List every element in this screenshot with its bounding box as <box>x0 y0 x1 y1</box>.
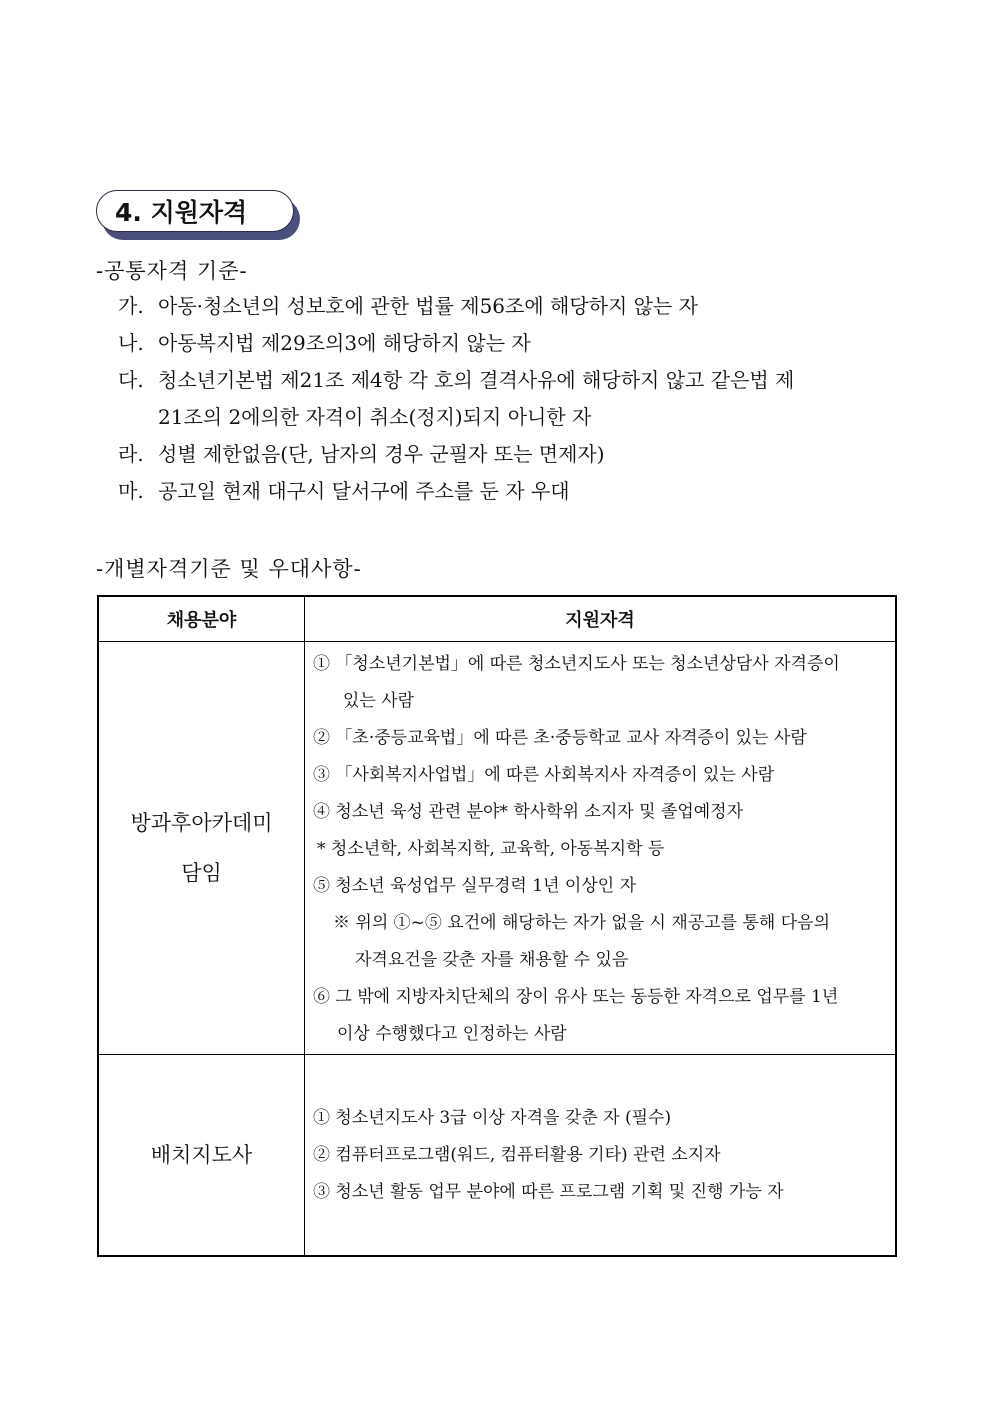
item-text: 아동·청소년의 성보호에 관한 법률 제56조에 해당하지 않는 자 <box>158 294 698 318</box>
qualification-line: ① 청소년지도사 3급 이상 자격을 갖춘 자 (필수) <box>313 1108 672 1128</box>
column-divider <box>304 597 305 1255</box>
list-item <box>118 325 908 362</box>
field-name-line: 담임 <box>181 861 222 885</box>
item-text: 청소년기본법 제21조 제4항 각 호의 결격사유에 해당하지 않고 같은법 제 <box>158 368 795 392</box>
qualification-line: 있는 사람 <box>343 691 415 711</box>
section-title-badge <box>96 190 301 242</box>
section-title: 4. 지원자격 <box>96 190 294 232</box>
qualification-line: ② 「초·중등교육법」에 따른 초·중등학교 교사 자격증이 있는 사람 <box>313 728 807 748</box>
qualification-line: ④ 청소년 육성 관련 분야* 학사학위 소지자 및 졸업예정자 <box>313 802 744 822</box>
item-mark: 마. <box>118 479 144 503</box>
qualification-line: ③ 청소년 활동 업무 분야에 따른 프로그램 기획 및 진행 가능 자 <box>313 1182 784 1202</box>
qualification-line: 자격요건을 갖춘 자를 채용할 수 있음 <box>355 950 629 970</box>
item-text: 공고일 현재 대구시 달서구에 주소를 둔 자 우대 <box>158 479 570 503</box>
qualification-line: ⑥ 그 밖에 지방자치단체의 장이 유사 또는 동등한 자격으로 업무를 1년 <box>313 987 839 1007</box>
qualification-line: ⑤ 청소년 육성업무 실무경력 1년 이상인 자 <box>313 876 636 896</box>
list-item <box>118 473 908 510</box>
item-mark: 가. <box>118 294 144 318</box>
common-qualification-list <box>118 288 908 510</box>
table-row-qualifications <box>313 646 893 1053</box>
list-item <box>118 288 908 325</box>
item-text: 아동복지법 제29조의3에 해당하지 않는 자 <box>158 331 531 355</box>
qualification-line: ① 「청소년기본법」에 따른 청소년지도사 또는 청소년상담사 자격증이 <box>313 654 840 674</box>
table-row-field <box>99 1055 304 1255</box>
qualification-line: ※ 위의 ①~⑤ 요건에 해당하는 자가 없을 시 재공고를 통해 다음의 <box>333 913 830 933</box>
field-name-line: 방과후아카데미 <box>130 811 273 835</box>
item-text-continuation: 21조의 2에의한 자격이 취소(정지)되지 아니한 자 <box>158 405 592 429</box>
qualification-line: 이상 수행했다고 인정하는 사람 <box>337 1024 567 1044</box>
qualification-table <box>97 595 897 1257</box>
qualification-line: ② 컴퓨터프로그램(워드, 컴퓨터활용 기타) 관련 소지자 <box>313 1145 721 1165</box>
qualification-line: * 청소년학, 사회복지학, 교육학, 아동복지학 등 <box>317 839 665 859</box>
common-heading: -공통자격 기준- <box>96 259 248 283</box>
table-row-field <box>99 642 304 1054</box>
table-row-qualifications <box>313 1100 893 1211</box>
header-qualification: 지원자격 <box>565 610 635 631</box>
list-item <box>118 362 908 399</box>
list-item <box>118 436 908 473</box>
item-text: 성별 제한없음(단, 남자의 경우 군필자 또는 면제자) <box>158 442 605 466</box>
item-mark: 나. <box>118 331 144 355</box>
item-mark: 다. <box>118 368 144 392</box>
item-mark: 라. <box>118 442 144 466</box>
header-field: 채용분야 <box>166 610 237 631</box>
individual-heading: -개별자격기준 및 우대사항- <box>96 557 362 581</box>
field-name-line: 배치지도사 <box>150 1143 253 1167</box>
qualification-line: ③ 「사회복지사업법」에 따른 사회복지사 자격증이 있는 사람 <box>313 765 775 785</box>
